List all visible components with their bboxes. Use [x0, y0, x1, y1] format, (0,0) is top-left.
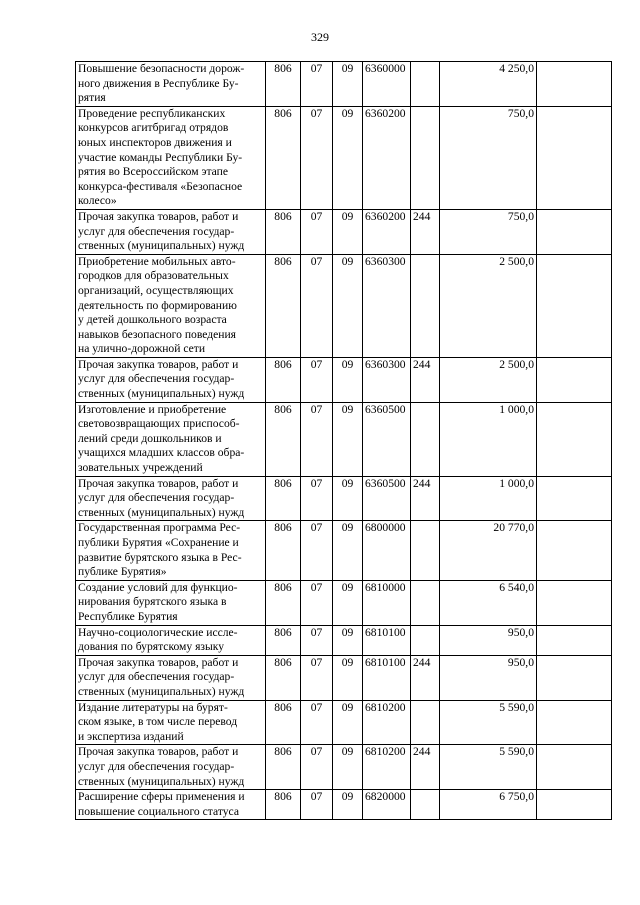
expense-type-cell [411, 580, 440, 625]
amount-cell: 20 770,0 [440, 521, 537, 580]
target-article-cell: 6810100 [363, 655, 411, 700]
target-article-cell: 6360200 [363, 209, 411, 254]
subsection-code-cell: 09 [333, 106, 363, 209]
row-name-cell: Прочая закупка товаров, работ и услуг для обеспечения государ- ственных (муниципальных) нужд [76, 476, 266, 521]
amount-cell: 750,0 [440, 106, 537, 209]
amount-cell: 1 000,0 [440, 476, 537, 521]
expense-type-cell [411, 106, 440, 209]
row-name-cell: Расширение сферы применения и повышение социального статуса [76, 790, 266, 820]
subsection-code-cell: 09 [333, 209, 363, 254]
department-code-cell: 806 [266, 521, 301, 580]
subsection-code-cell: 09 [333, 580, 363, 625]
section-code-cell: 07 [301, 254, 333, 357]
amount-cell: 750,0 [440, 209, 537, 254]
subsection-code-cell: 09 [333, 521, 363, 580]
section-code-cell: 07 [301, 655, 333, 700]
amount-cell: 1 000,0 [440, 402, 537, 476]
page-number: 329 [311, 30, 329, 44]
department-code-cell: 806 [266, 209, 301, 254]
amount-cell: 5 590,0 [440, 745, 537, 790]
row-name-cell: Государственная программа Рес- публики Бурятия «Сохранение и развитие бурятского языка в Рес- публике Бурятия» [76, 521, 266, 580]
expense-type-cell: 244 [411, 655, 440, 700]
empty-cell [537, 655, 612, 700]
empty-cell [537, 209, 612, 254]
row-name-cell: Научно-социологические иссле- дования по бурятскому языку [76, 625, 266, 655]
expense-type-cell: 244 [411, 357, 440, 402]
row-name-cell: Создание условий для функцио- нирования бурятского языка в Республике Бурятия [76, 580, 266, 625]
row-name-cell: Прочая закупка товаров, работ и услуг для обеспечения государ- ственных (муниципальных) нужд [76, 209, 266, 254]
empty-cell [537, 62, 612, 107]
subsection-code-cell: 09 [333, 402, 363, 476]
empty-cell [537, 106, 612, 209]
amount-cell: 2 500,0 [440, 254, 537, 357]
subsection-code-cell: 09 [333, 254, 363, 357]
expense-type-cell: 244 [411, 476, 440, 521]
row-name-cell: Прочая закупка товаров, работ и услуг для обеспечения государ- ственных (муниципальных) нужд [76, 745, 266, 790]
target-article-cell: 6810200 [363, 745, 411, 790]
department-code-cell: 806 [266, 745, 301, 790]
department-code-cell: 806 [266, 700, 301, 745]
section-code-cell: 07 [301, 209, 333, 254]
subsection-code-cell: 09 [333, 62, 363, 107]
empty-cell [537, 580, 612, 625]
section-code-cell: 07 [301, 580, 333, 625]
table-row [76, 106, 612, 209]
empty-cell [537, 625, 612, 655]
section-code-cell: 07 [301, 357, 333, 402]
section-code-cell: 07 [301, 521, 333, 580]
department-code-cell: 806 [266, 357, 301, 402]
table-row [76, 580, 612, 625]
section-code-cell: 07 [301, 62, 333, 107]
budget-table [75, 61, 612, 820]
department-code-cell: 806 [266, 254, 301, 357]
row-name-cell: Прочая закупка товаров, работ и услуг для обеспечения государ- ственных (муниципальных) нужд [76, 357, 266, 402]
subsection-code-cell: 09 [333, 745, 363, 790]
empty-cell [537, 357, 612, 402]
target-article-cell: 6810100 [363, 625, 411, 655]
row-name-cell: Издание литературы на бурят- ском языке, в том числе перевод и экспертиза изданий [76, 700, 266, 745]
row-name-cell: Проведение республиканских конкурсов агитбригад отрядов юных инспекторов движения и участие команды Республики Бу- рятия во Всероссийском этапе конкурса-фестиваля «Безопасное колесо» [76, 106, 266, 209]
budget-table-body [76, 62, 612, 820]
empty-cell [537, 402, 612, 476]
department-code-cell: 806 [266, 655, 301, 700]
expense-type-cell: 244 [411, 209, 440, 254]
table-row [76, 700, 612, 745]
empty-cell [537, 700, 612, 745]
department-code-cell: 806 [266, 62, 301, 107]
expense-type-cell: 244 [411, 745, 440, 790]
target-article-cell: 6360200 [363, 106, 411, 209]
target-article-cell: 6360500 [363, 476, 411, 521]
department-code-cell: 806 [266, 402, 301, 476]
table-row [76, 254, 612, 357]
section-code-cell: 07 [301, 106, 333, 209]
table-row [76, 357, 612, 402]
target-article-cell: 6820000 [363, 790, 411, 820]
expense-type-cell [411, 790, 440, 820]
target-article-cell: 6810000 [363, 580, 411, 625]
table-row [76, 62, 612, 107]
target-article-cell: 6800000 [363, 521, 411, 580]
table-row [76, 790, 612, 820]
empty-cell [537, 476, 612, 521]
empty-cell [537, 521, 612, 580]
expense-type-cell [411, 254, 440, 357]
section-code-cell: 07 [301, 625, 333, 655]
row-name-cell: Изготовление и приобретение световозвращающих приспособ- лений среди дошкольников и учащихся младших классов обра- зовательных учреждений [76, 402, 266, 476]
subsection-code-cell: 09 [333, 625, 363, 655]
section-code-cell: 07 [301, 402, 333, 476]
table-row [76, 625, 612, 655]
department-code-cell: 806 [266, 580, 301, 625]
expense-type-cell [411, 521, 440, 580]
table-row [76, 402, 612, 476]
amount-cell: 950,0 [440, 655, 537, 700]
department-code-cell: 806 [266, 476, 301, 521]
subsection-code-cell: 09 [333, 790, 363, 820]
section-code-cell: 07 [301, 700, 333, 745]
table-row [76, 521, 612, 580]
expense-type-cell [411, 700, 440, 745]
target-article-cell: 6360300 [363, 357, 411, 402]
row-name-cell: Повышение безопасности дорож- ного движения в Республике Бу- рятия [76, 62, 266, 107]
target-article-cell: 6360500 [363, 402, 411, 476]
amount-cell: 950,0 [440, 625, 537, 655]
section-code-cell: 07 [301, 790, 333, 820]
subsection-code-cell: 09 [333, 700, 363, 745]
amount-cell: 6 540,0 [440, 580, 537, 625]
subsection-code-cell: 09 [333, 357, 363, 402]
section-code-cell: 07 [301, 476, 333, 521]
department-code-cell: 806 [266, 106, 301, 209]
target-article-cell: 6360000 [363, 62, 411, 107]
empty-cell [537, 790, 612, 820]
table-row [76, 655, 612, 700]
expense-type-cell [411, 402, 440, 476]
row-name-cell: Приобретение мобильных авто- городков для образовательных организаций, осуществляющих деятельность по формированию у детей дошкольного возраста навыков безопасного поведения на улично-дорожной сети [76, 254, 266, 357]
table-row [76, 745, 612, 790]
section-code-cell: 07 [301, 745, 333, 790]
department-code-cell: 806 [266, 625, 301, 655]
department-code-cell: 806 [266, 790, 301, 820]
expense-type-cell [411, 62, 440, 107]
target-article-cell: 6360300 [363, 254, 411, 357]
empty-cell [537, 745, 612, 790]
subsection-code-cell: 09 [333, 655, 363, 700]
empty-cell [537, 254, 612, 357]
amount-cell: 2 500,0 [440, 357, 537, 402]
subsection-code-cell: 09 [333, 476, 363, 521]
expense-type-cell [411, 625, 440, 655]
amount-cell: 6 750,0 [440, 790, 537, 820]
table-row [76, 209, 612, 254]
amount-cell: 5 590,0 [440, 700, 537, 745]
target-article-cell: 6810200 [363, 700, 411, 745]
table-row [76, 476, 612, 521]
row-name-cell: Прочая закупка товаров, работ и услуг для обеспечения государ- ственных (муниципальных) нужд [76, 655, 266, 700]
amount-cell: 4 250,0 [440, 62, 537, 107]
